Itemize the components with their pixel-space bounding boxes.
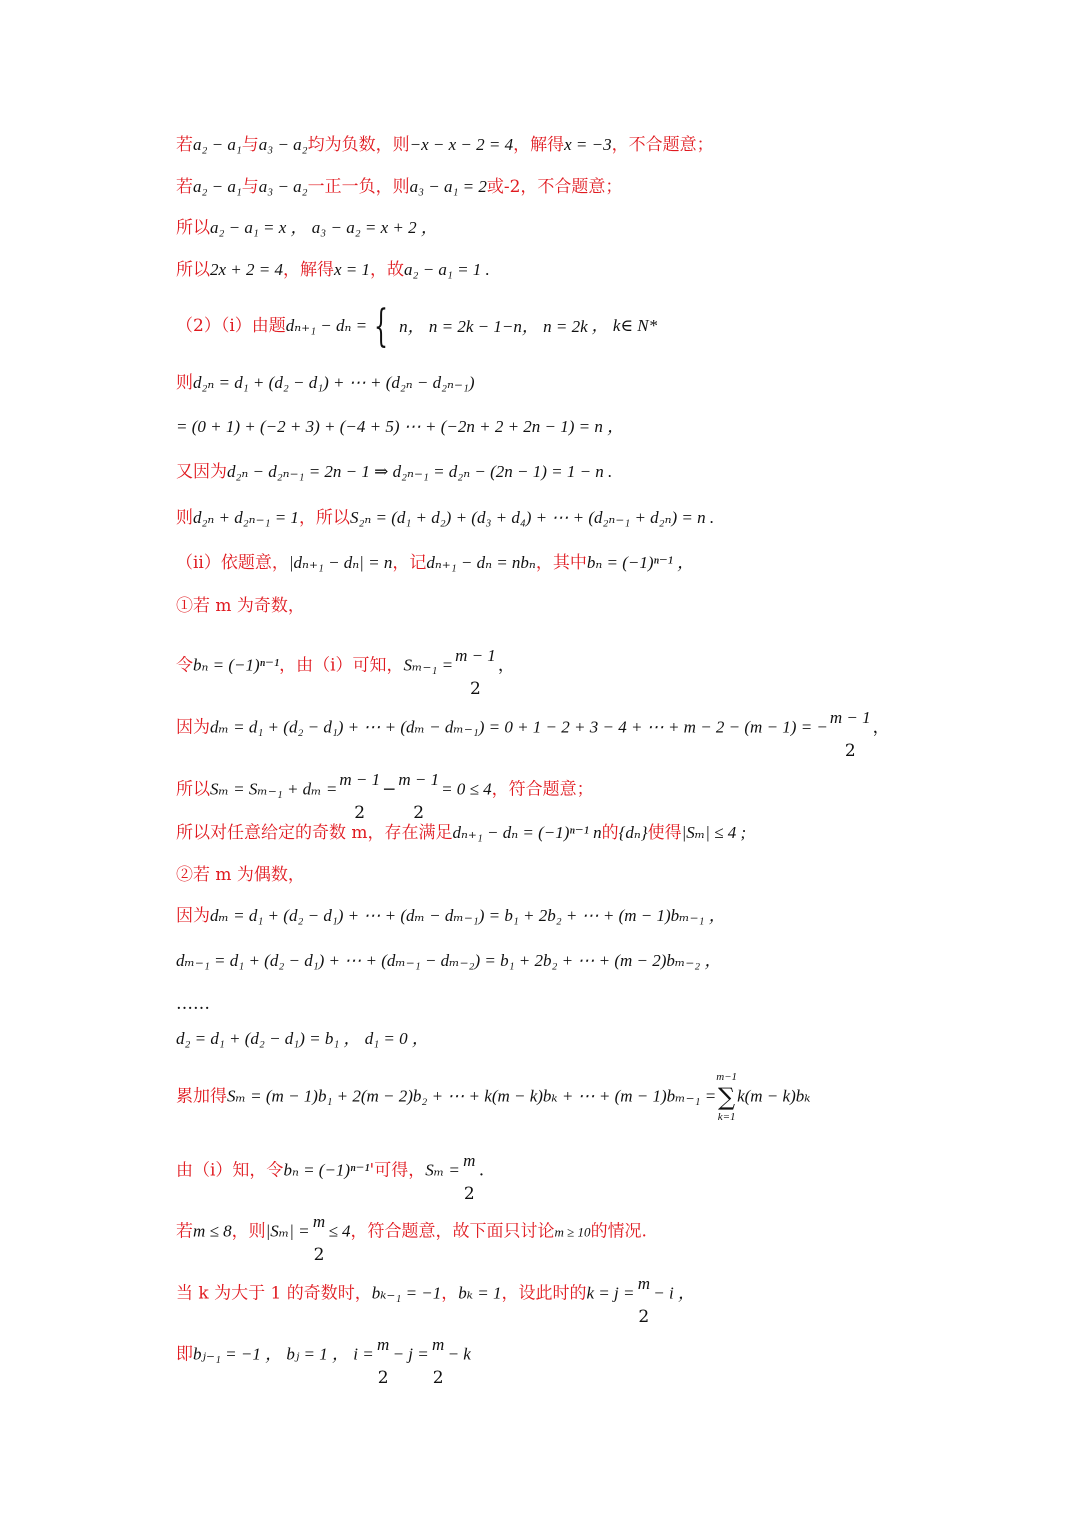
- solution-line: 若a₂ − a₁与a₃ − a₂一正一负，则a₃ − a₁ = 2或-2，不合题意；: [176, 177, 623, 197]
- solution-line: 则d₂ₙ + d₂ₙ₋₁ = 1，所以S₂ₙ = (d₁ + d₂) + (d₃ + d₄) + ⋯ + (d₂ₙ₋₁ + d₂ₙ) = n .: [176, 508, 715, 528]
- solution-line: 所以2x + 2 = 4，解得x = 1，故a₂ − a₁ = 1 .: [176, 260, 490, 280]
- solution-line: 由（i）知，令bₙ = (−1)ⁿ⁻¹'可得，Sₘ = m 2 .: [176, 1138, 484, 1184]
- solution-line: = (0 + 1) + (−2 + 3) + (−4 + 5) ⋯ + (−2n + 2 + 2n − 1) = n ，: [176, 417, 625, 436]
- fraction: m 2: [637, 1274, 650, 1327]
- brace-glyph: {: [374, 300, 389, 352]
- solution-line: dₘ₋₁ = d₁ + (d₂ − d₁) + ⋯ + (dₘ₋₁ − dₘ₋₂) = b₁ + 2b₂ + ⋯ + (m − 2)bₘ₋₂ ，: [176, 951, 722, 970]
- fraction: m 2: [432, 1335, 445, 1388]
- fraction: m 2: [377, 1335, 390, 1388]
- solution-line: 所以对任意给定的奇数 m，存在满足dₙ₊₁ − dₙ = (−1)ⁿ⁻¹ n的{dₙ}使得|Sₘ| ≤ 4 ;: [176, 823, 747, 843]
- ellipsis-line: ……: [176, 994, 210, 1014]
- piecewise-line: （2）（i）由题dₙ₊₁ − dₙ = { n， n = 2k − 1−n， n = 2k ， k∈ N*: [176, 300, 658, 352]
- solution-line: 因为dₘ = d₁ + (d₂ − d₁) + ⋯ + (dₘ − dₘ₋₁) = b₁ + 2b₂ + ⋯ + (m − 1)bₘ₋₁ ，: [176, 906, 726, 926]
- solution-line: 则d₂ₙ = d₁ + (d₂ − d₁) + ⋯ + (d₂ₙ − d₂ₙ₋₁): [176, 373, 475, 393]
- summation: m−1 ∑ k=1: [716, 1071, 738, 1123]
- fraction: m − 1 2: [455, 646, 496, 699]
- solution-line: 又因为d₂ₙ − d₂ₙ₋₁ = 2n − 1 ⇒ d₂ₙ₋₁ = d₂ₙ − (2n − 1) = 1 − n .: [176, 462, 613, 482]
- solution-line: 当 k 为大于 1 的奇数时，bₖ₋₁ = −1，bₖ = 1，设此时的k = j = m 2 − i ，: [176, 1261, 695, 1307]
- fraction: m − 1 2: [398, 770, 440, 823]
- fraction: m 2: [463, 1151, 476, 1204]
- solution-line: 因为dₘ = d₁ + (d₂ − d₁) + ⋯ + (dₘ − dₘ₋₁) = 0 + 1 − 2 + 3 − 4 + ⋯ + m − 2 − (m − 1) = − m − 1 2 ，: [176, 695, 890, 741]
- case-heading-odd: ①若 m 为奇数，: [176, 596, 305, 616]
- solution-line: d₂ = d₁ + (d₂ − d₁) = b₁ ， d₁ = 0 ，: [176, 1029, 429, 1048]
- solution-line: 若m ≤ 8，则|Sₘ| = m 2 ≤ 4，符合题意，故下面只讨论m ≥ 10的情况.: [176, 1199, 647, 1245]
- fraction: m 2: [312, 1212, 326, 1265]
- solution-line: 所以a₂ − a₁ = x ， a₃ − a₂ = x + 2 ，: [176, 218, 438, 238]
- case-heading-even: ②若 m 为偶数，: [176, 865, 305, 885]
- fraction: m − 1 2: [829, 708, 871, 761]
- piecewise-cases: n， n = 2k − 1−n， n = 2k: [399, 316, 588, 336]
- solution-line: 若a₂ − a₁与a₃ − a₂均为负数，则−x − x − 2 = 4，解得x = −3，不合题意；: [176, 135, 714, 155]
- solution-line: 即bⱼ₋₁ = −1 ， bⱼ = 1 ， i = m 2 − j = m 2 − k: [176, 1322, 471, 1368]
- solution-line: 令bₙ = (−1)ⁿ⁻¹，由（i）可知，Sₘ₋₁ = m − 1 2 ，: [176, 633, 515, 679]
- fraction: m − 1 2: [339, 770, 381, 823]
- solution-line: 累加得Sₘ = (m − 1)b₁ + 2(m − 2)b₂ + ⋯ + k(m − k)bₖ + ⋯ + (m − 1)bₘ₋₁ = m−1 ∑ k=1 k(m − k)bₖ: [176, 1071, 811, 1123]
- solution-line: 所以Sₘ = Sₘ₋₁ + dₘ = m − 1 2 − m − 1 2 = 0 ≤ 4，符合题意；: [176, 757, 594, 803]
- solution-line: （ii）依题意，|dₙ₊₁ − dₙ| = n，记dₙ₊₁ − dₙ = nbₙ，其中bₙ = (−1)ⁿ⁻¹ ，: [176, 553, 695, 573]
